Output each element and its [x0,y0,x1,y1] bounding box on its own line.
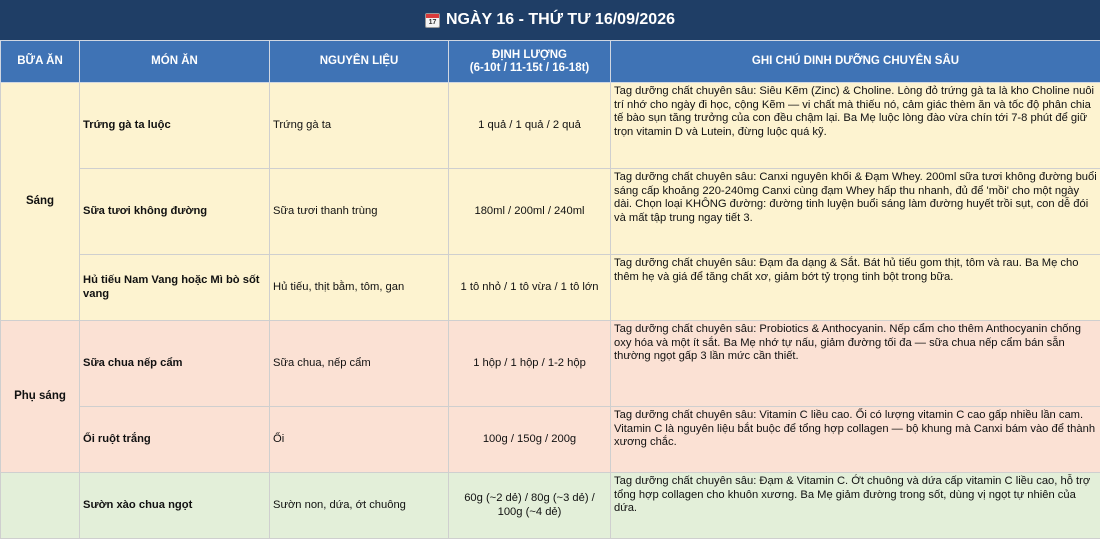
quantity-cell: 1 quả / 1 quả / 2 quả [449,83,611,169]
ingredients-cell: Sữa chua, nếp cẩm [270,321,449,407]
quantity-cell: 100g / 150g / 200g [449,407,611,473]
note-cell: Tag dưỡng chất chuyên sâu: Canxi nguyên khối & Đạm Whey. 200ml sữa tươi không đường buổi sáng cấp khoảng 220-240mg Canxi cùng đạm Whey hấp thu nhanh, đủ để 'mồi' cho một ngày dài. Chọn loại KHÔNG đường: đường tinh luyện buổi sáng làm đường huyết trồi sụt, con dễ đói và mất tập trung ngay tiết 3. [611,169,1100,255]
ingredients-cell: Trứng gà ta [270,83,449,169]
header-meal: BỮA ĂN [1,41,80,83]
note-cell: Tag dưỡng chất chuyên sâu: Đạm đa dạng & Sắt. Bát hủ tiếu gom thịt, tôm và rau. Ba Mẹ cho thêm hẹ và giá để tăng chất xơ, giảm bớt tỷ trọng tinh bột trong bữa. [611,255,1100,321]
table-row [1,407,1100,473]
note-cell: Tag dưỡng chất chuyên sâu: Probiotics & Anthocyanin. Nếp cẩm cho thêm Anthocyanin chống oxy hóa và một ít sắt. Ba Mẹ nhớ tự nấu, giảm đường tối đa — sữa chua nếp cẩm bán sẵn thường ngọt gấp 3 lần mức cần thiết. [611,321,1100,407]
ingredients-cell: Sườn non, dứa, ớt chuông [270,473,449,539]
dish-cell: Ổi ruột trắng [80,407,270,473]
note-cell: Tag dưỡng chất chuyên sâu: Đạm & Vitamin C. Ớt chuông và dứa cấp vitamin C liều cao, hỗ trợ tổng hợp collagen cho khuôn xương. Ba Mẹ giảm đường trong sốt, dùng vị ngọt tự nhiên của dứa. [611,473,1100,539]
dish-cell: Hủ tiếu Nam Vang hoặc Mì bò sốt vang [80,255,270,321]
quantity-cell: 1 hộp / 1 hộp / 1-2 hộp [449,321,611,407]
table-row [1,83,1100,169]
header-notes: GHI CHÚ DINH DƯỠNG CHUYÊN SÂU [611,41,1100,83]
dish-cell: Trứng gà ta luộc [80,83,270,169]
quantity-cell: 60g (~2 dẻ) / 80g (~3 dẻ) / 100g (~4 dẻ) [449,473,611,539]
dish-cell: Sườn xào chua ngọt [80,473,270,539]
table-row [1,169,1100,255]
note-cell: Tag dưỡng chất chuyên sâu: Vitamin C liều cao. Ổi có lượng vitamin C cao gấp nhiều lần cam. Vitamin C là nguyên liệu bắt buộc để tổng hợp collagen — bộ khung mà Canxi bám vào để thành xương chắc. [611,407,1100,473]
quantity-cell: 1 tô nhỏ / 1 tô vừa / 1 tô lớn [449,255,611,321]
header-dish: MÓN ĂN [80,41,270,83]
meal-group-sang [1,83,1100,321]
table-row [1,255,1100,321]
ingredients-cell: Sữa tươi thanh trùng [270,169,449,255]
page-title-bar [0,0,1100,40]
dish-cell: Sữa chua nếp cẩm [80,321,270,407]
quantity-cell: 180ml / 200ml / 240ml [449,169,611,255]
calendar-icon: 17 [425,13,440,28]
note-cell: Tag dưỡng chất chuyên sâu: Siêu Kẽm (Zinc) & Choline. Lòng đỏ trứng gà ta là kho Choline nuôi trí nhớ cho ngày đi học, cộng Kẽm — vi chất mà thiếu nó, cảm giác thèm ăn và tốc độ phân chia tế bào sụn tăng trưởng của con đều chậm lại. Ba Mẹ luộc lòng đào vừa chín tới 7-8 phút để giữ trọn vitamin D và Lutein, đừng luộc quá kỹ. [611,83,1100,169]
table-row [1,321,1100,407]
dish-cell: Sữa tươi không đường [80,169,270,255]
meal-group-phu-sang [1,321,1100,473]
meal-plan-table [0,40,1100,539]
table-header-row [1,41,1100,83]
header-quantity: ĐỊNH LƯỢNG (6-10t / 11-15t / 16-18t) [449,41,611,83]
ingredients-cell: Ổi [270,407,449,473]
page-title: NGÀY 16 - THỨ TƯ 16/09/2026 [446,11,675,29]
meal-cell: Sáng [1,83,80,321]
ingredients-cell: Hủ tiếu, thịt bằm, tôm, gan [270,255,449,321]
meal-cell: Phụ sáng [1,321,80,473]
header-ingredients: NGUYÊN LIỆU [270,41,449,83]
